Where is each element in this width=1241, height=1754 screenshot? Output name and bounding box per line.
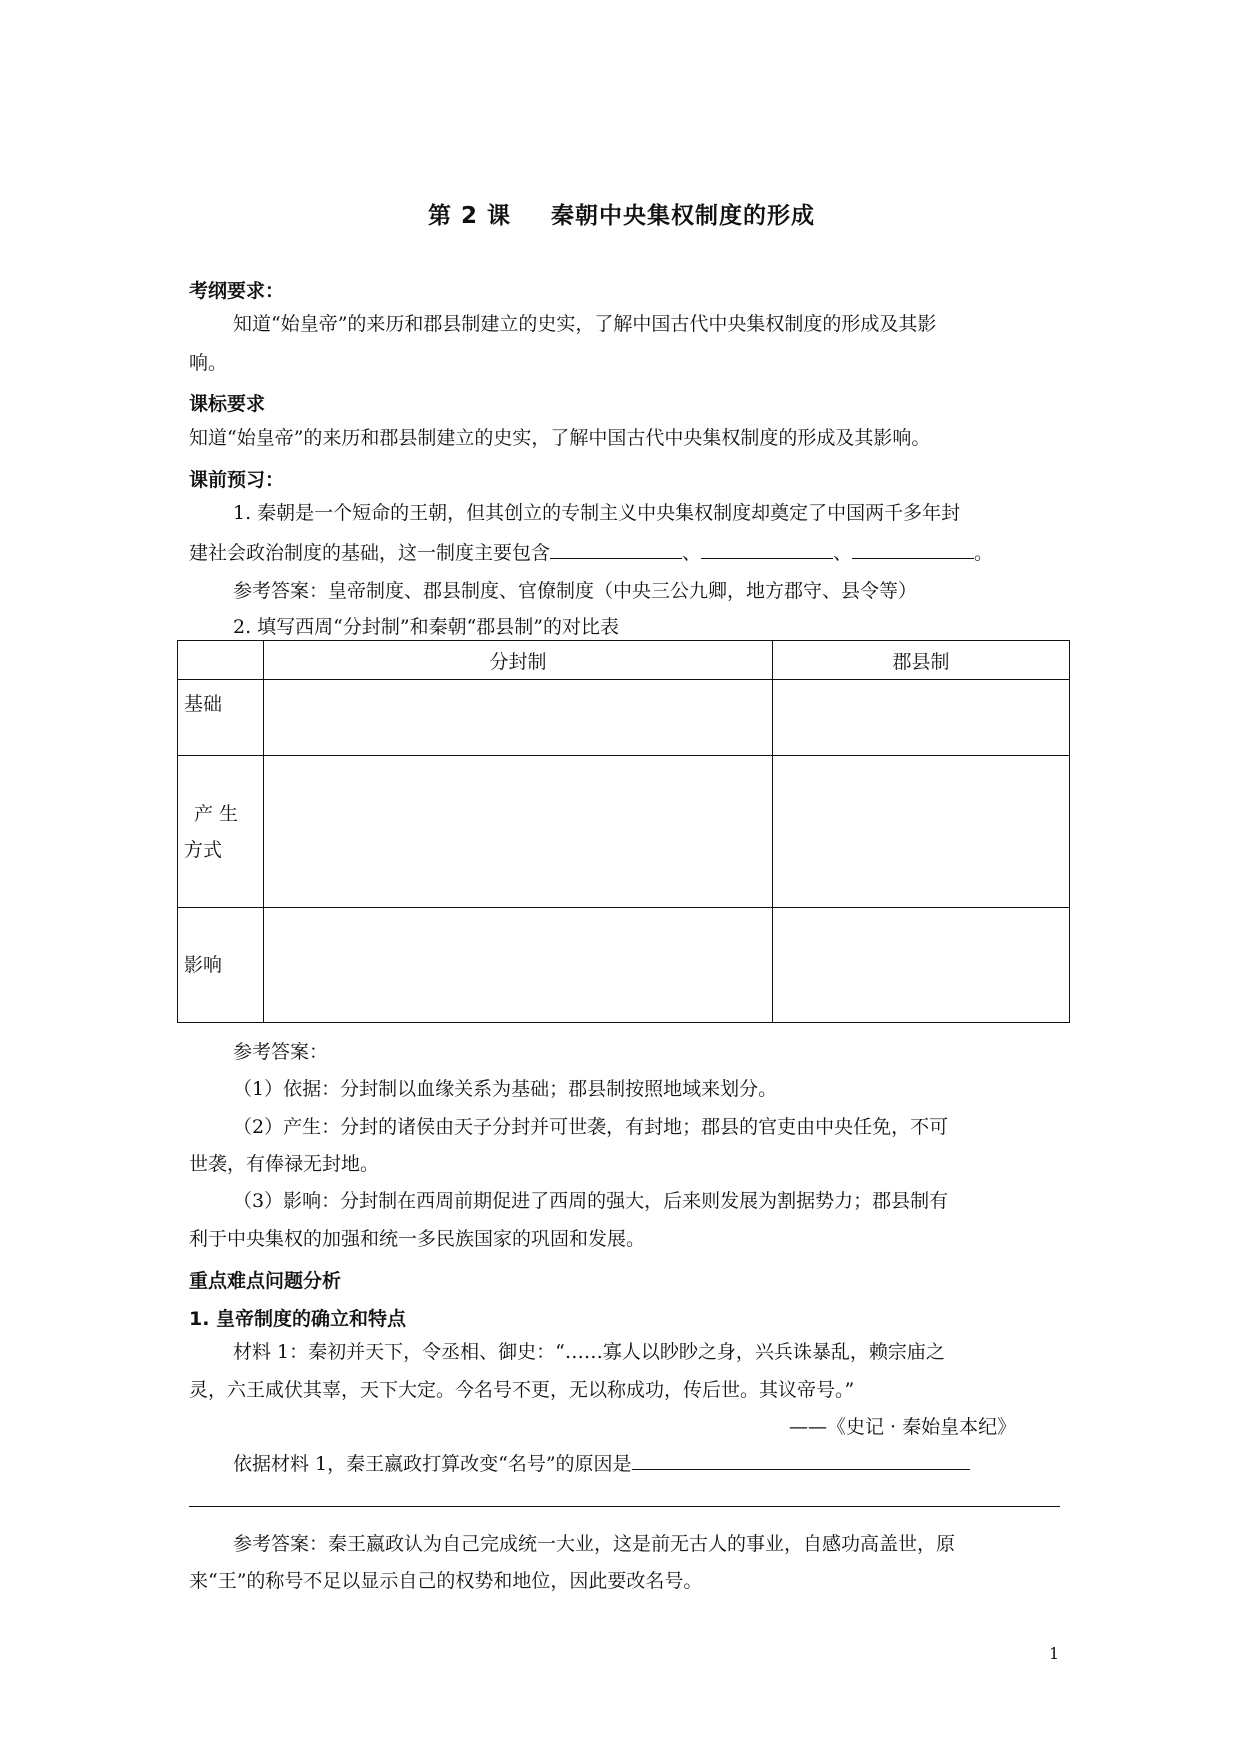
table-header-row bbox=[178, 641, 1070, 680]
preview-q1-line-1: 1. 秦朝是一个短命的王朝，但其创立的专制主义中央集权制度却奠定了中国两千多年封 bbox=[233, 502, 961, 524]
lesson-name: 秦朝中央集权制度的形成 bbox=[551, 203, 816, 229]
answer-cell-origin-fenfeng[interactable] bbox=[264, 756, 773, 908]
answer-2-line-2: 世袭，有俸禄无封地。 bbox=[189, 1153, 380, 1175]
fill-blank-1[interactable] bbox=[550, 540, 682, 559]
fill-blank-reason[interactable] bbox=[632, 1451, 970, 1470]
preview-q2: 2. 填写西周“分封制”和秦朝“郡县制”的对比表 bbox=[233, 616, 620, 638]
row-label-text: 影响 bbox=[184, 954, 223, 976]
table-corner-cell bbox=[178, 641, 264, 680]
answer-2-line-1: （2）产生：分封的诸侯由天子分封并可世袭，有封地；郡县的官吏由中央任免，不可 bbox=[233, 1116, 949, 1138]
period: 。 bbox=[974, 542, 994, 564]
kebiao-heading: 课标要求 bbox=[189, 393, 266, 415]
col-header-junxian: 郡县制 bbox=[773, 641, 1070, 680]
analysis-question bbox=[233, 1446, 970, 1482]
answer-3-line-2: 利于中央集权的加强和统一多民族国家的巩固和发展。 bbox=[189, 1228, 646, 1250]
analysis-subheading-1: 1. 皇帝制度的确立和特点 bbox=[189, 1308, 407, 1330]
lesson-number: 第 2 课 bbox=[428, 203, 512, 229]
table-row bbox=[178, 756, 1070, 908]
fill-blank-2[interactable] bbox=[701, 540, 833, 559]
row-label-impact bbox=[178, 908, 264, 1023]
material-1-line-1: 材料 1：秦初并天下，令丞相、御史：“……寡人以眇眇之身，兴兵诛暴乱，赖宗庙之 bbox=[233, 1341, 945, 1363]
answer-cell-impact-fenfeng[interactable] bbox=[264, 908, 773, 1023]
preview-heading: 课前预习： bbox=[189, 469, 285, 491]
answer-cell-impact-junxian[interactable] bbox=[773, 908, 1070, 1023]
page-number: 1 bbox=[1049, 1644, 1060, 1663]
kaogang-line-2: 响。 bbox=[189, 352, 228, 374]
row-label-text: 基础 bbox=[184, 693, 223, 715]
table-row bbox=[178, 680, 1070, 756]
kaogang-line-1: 知道“始皇帝”的来历和郡县制建立的史实，了解中国古代中央集权制度的形成及其影 bbox=[233, 313, 937, 335]
answers-label: 参考答案： bbox=[233, 1041, 329, 1063]
row-label-text: 产 生 bbox=[194, 802, 239, 825]
answer-cell-origin-junxian[interactable] bbox=[773, 756, 1070, 908]
row-label-basis bbox=[178, 680, 264, 756]
preview-q1-line-2 bbox=[189, 535, 993, 571]
answer-cell-basis-junxian[interactable] bbox=[773, 680, 1070, 756]
col-header-fenfeng: 分封制 bbox=[264, 641, 773, 680]
page-title bbox=[428, 197, 815, 230]
separator: 、 bbox=[833, 542, 853, 564]
answer-1: （1）依据：分封制以血缘关系为基础；郡县制按照地域来划分。 bbox=[233, 1078, 778, 1100]
row-label-text: 方式 bbox=[184, 838, 223, 861]
answer-3-line-1: （3）影响：分封制在西周前期促进了西周的强大，后来则发展为割据势力；郡县制有 bbox=[233, 1190, 949, 1212]
comparison-table bbox=[177, 640, 1070, 1023]
preview-q1-text: 建社会政治制度的基础，这一制度主要包含 bbox=[189, 542, 551, 564]
kaogang-heading: 考纲要求： bbox=[189, 280, 285, 302]
row-label-origin bbox=[178, 756, 264, 908]
material-1-line-2: 灵，六王咸伏其辜，天下大定。今名号不更，无以称成功，传后世。其议帝号。” bbox=[189, 1379, 855, 1401]
answer-cell-basis-fenfeng[interactable] bbox=[264, 680, 773, 756]
analysis-heading: 重点难点问题分析 bbox=[189, 1270, 342, 1292]
table-row bbox=[178, 908, 1070, 1023]
analysis-answer-line-2: 来“王”的称号不足以显示自己的权势和地位，因此要改名号。 bbox=[189, 1570, 703, 1592]
answer-line[interactable] bbox=[189, 1506, 1060, 1507]
separator: 、 bbox=[682, 542, 702, 564]
preview-q1-answer: 参考答案：皇帝制度、郡县制度、官僚制度（中央三公九卿，地方郡守、县令等） bbox=[233, 580, 918, 602]
analysis-question-text: 依据材料 1，秦王嬴政打算改变“名号”的原因是 bbox=[233, 1453, 632, 1475]
material-1-source: ——《史记 · 秦始皇本纪》 bbox=[789, 1416, 1017, 1438]
fill-blank-3[interactable] bbox=[852, 540, 974, 559]
analysis-answer-line-1: 参考答案：秦王嬴政认为自己完成统一大业，这是前无古人的事业，自感功高盖世，原 bbox=[233, 1533, 956, 1555]
kebiao-text: 知道“始皇帝”的来历和郡县制建立的史实，了解中国古代中央集权制度的形成及其影响。 bbox=[189, 427, 931, 449]
